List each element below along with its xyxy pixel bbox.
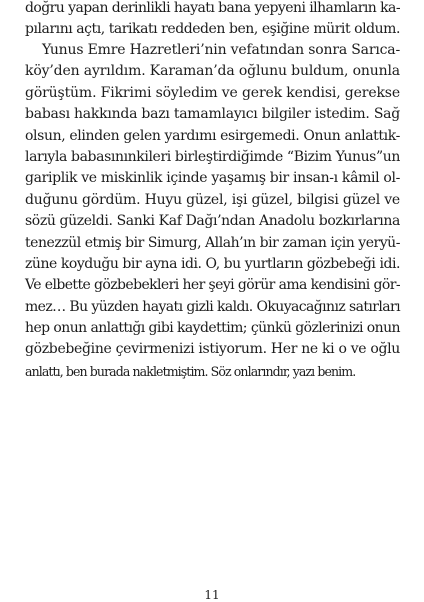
paragraph-1 — [25, 0, 400, 41]
text-line: duğunu gördüm. Huyu güzel, işi güzel, bilgisi güzel ve — [25, 191, 400, 208]
text-line: hep onun anlattığı gibi kaydettim; çünkü gözlerinizi onun — [25, 320, 400, 337]
text-line: köy’den ayrıldım. Karaman’da oğlunu buldum, onunla — [25, 63, 400, 80]
text-line: gözbebeğine çevirmenizi istiyorum. Her ne ki o ve oğlu — [25, 341, 400, 358]
text-line: mez… Bu yüzden hayatı gizli kaldı. Okuyacağınız satırları — [25, 298, 400, 315]
text-line: gariplik ve miskinlik içinde yaşamış bir insan-ı kâmil ol- — [25, 170, 400, 187]
text-line: sözü güzeldi. Sanki Kaf Dağı’ndan Anadolu bozkırlarına — [25, 213, 400, 230]
text-line: görüştüm. Fikrimi söyledim ve gerek kendisi, gerekse — [25, 84, 400, 101]
text-line: Yunus Emre Hazretleri’nin vefatından sonra Sarıca- — [42, 42, 400, 58]
page-number: 11 — [204, 588, 220, 602]
text-line: doğru yapan derinlikli hayatı bana yepyeni ilhamların ka- — [25, 0, 400, 16]
text-line: züne koyduğu bir ayna idi. O, bu yurtların gözbebeği idi. — [25, 255, 400, 272]
paragraph-2 — [25, 40, 400, 382]
text-line: tenezzül etmiş bir Simurg, Allah’ın bir zaman için yeryü- — [25, 234, 400, 251]
text-line: babası hakkında bazı tamamlayıcı bilgiler istedim. Sağ — [25, 106, 400, 123]
text-line: larıyla babasınınkileri birleştirdiğimde “Bizim Yunus”un — [25, 148, 400, 165]
text-line: Ve elbette gözbebekleri her şeyi görür ama kendisini gör- — [25, 277, 400, 294]
text-line: pılarını açtı, tarikatı reddeden ben, eşiğine mürit oldum. — [25, 21, 400, 38]
text-line: olsun, elinden gelen yardımı esirgemedi. Onun anlattık- — [25, 127, 400, 144]
text-line: anlattı, ben burada nakletmiştim. Söz onlarındır, yazı benim. — [25, 363, 356, 379]
